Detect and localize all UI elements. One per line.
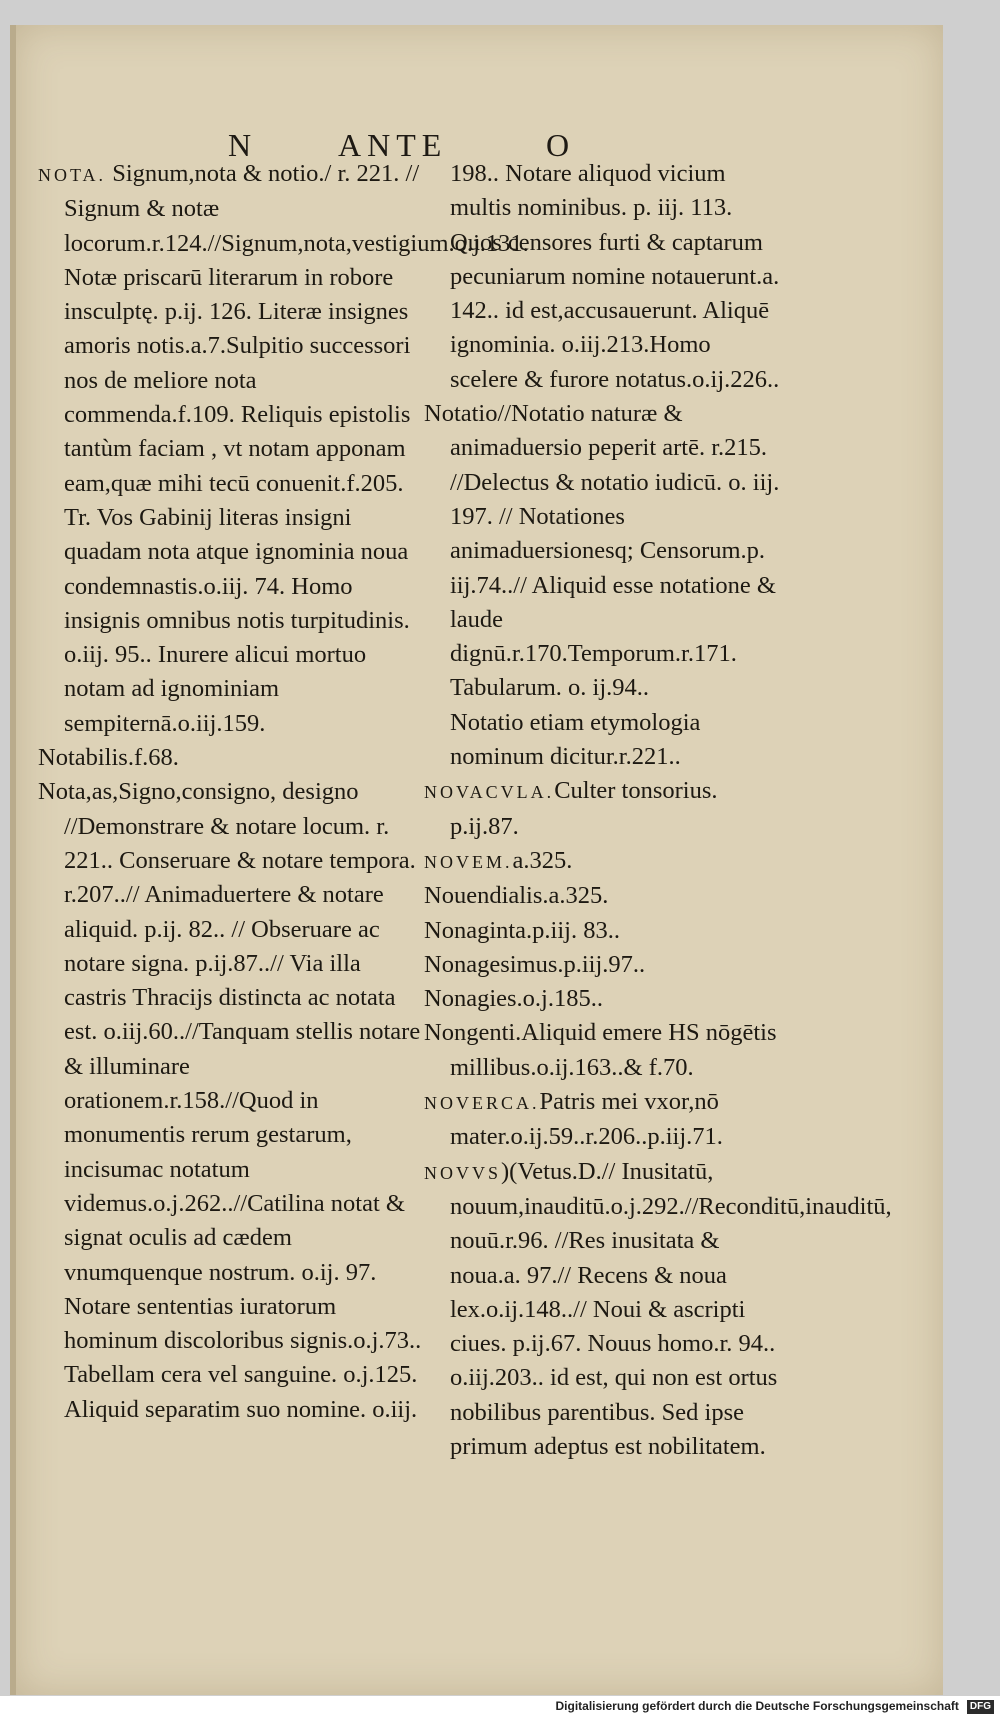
header-left: N	[228, 127, 258, 163]
entry-nongenti	[424, 1016, 784, 1085]
entry-text: Notatio//Notatio naturæ & animaduersio peperit artē. r.215. //Delectus & notatio iudicū. o. iij. 197. // Notationes animaduersionesq; Censorum.p. iij.74..// Aliquid esse notatione & laude dignū.r.170.Temporum.r.171. Tabularum. o. ij.94..	[424, 400, 780, 702]
entry-headword: NOVVS	[424, 1162, 502, 1183]
entry-text: Nongenti.Aliquid emere HS nōgētis millibus.o.ij.163..& f.70.	[424, 1019, 777, 1081]
entry-text: Nota,as,Signo,consigno, designo //Demonstrare & notare locum. r. 221.. Conseruare & notare tempora. r.207..// Animaduertere & notare aliquid. p.ij. 82.. // Obseruare ac notare signa. p.ij.87..// Via illa castris Thracijs distincta ac notata est. o.iij.60..//Tanquam stellis notare & illuminare orationem.r.158.//Quod in monumentis rerum gestarum, incisumac notatum videmus.o.j.262..//Catilina notat & signat oculis ad cædem vnumquenque nostrum. o.ij. 97. Notare sententias iuratorum hominum discoloribus signis.o.j.73.. Tabellam cera vel sanguine. o.j.125. Aliquid separatim suo nomine. o.iij.	[38, 778, 422, 1423]
entry-text: Culter tonsorius. p.ij.87.	[450, 777, 718, 840]
entry-nonaginta	[424, 914, 784, 948]
entry-headword: NOVACVLA.	[424, 782, 555, 803]
entry-headword: NOVEM.	[424, 851, 513, 872]
right-column	[424, 157, 892, 1464]
entry-text: a.325.	[512, 846, 573, 874]
entry-text: Signum,nota & notio./ r. 221. // Signum & notæ locorum.r.124.//Signum,nota,vestigium.o.j.131. Notæ priscarū literarum in robore insculptę. p.ij. 126. Literæ insignes amoris notis.a.7.Sulpitio successori nos de meliore nota commenda.f.109. Reliquis epistolis tantùm faciam , vt notam apponam eam,quæ mihi tecū conuenit.f.205. Tr. Vos Gabinij literas insigni quadam nota atque ignominia noua condemnastis.o.iij. 74. Homo insignis omnibus notis turpitudinis. o.iij. 95.. Inurere alicui mortuo notam ad ignominiam sempiternā.o.iij.159.	[64, 160, 529, 737]
entry-text: Notatio etiam etymologia nominum dicitur.r.221..	[450, 708, 701, 771]
entry-nonagies	[424, 982, 784, 1016]
entry-text: Nonagesimus.p.iij.97..	[424, 950, 646, 978]
footer-text: Digitalisierung gefördert durch die Deutsche Forschungsgemeinschaft	[555, 1699, 959, 1713]
book-page	[10, 25, 943, 1695]
entry-nouacula	[424, 774, 784, 844]
entry-notabilis	[38, 741, 423, 775]
entry-text: 198.. Notare aliquod vicium multis nominibus. p. iij. 113. Quos censores furti & captarum pecuniarum nomine notauerunt.a. 142.. id est,accusauerunt. Aliquē ignominia. o.iij.213.Homo scelere & furore notatus.o.ij.226..	[450, 160, 780, 393]
digitization-footer	[0, 1696, 1000, 1716]
entry-nouem	[424, 844, 784, 879]
entry-nouendialis	[424, 879, 784, 913]
entry-headword: NOTA.	[38, 165, 107, 185]
entry-text: Nonagies.o.j.185..	[424, 985, 603, 1013]
entry-nota	[38, 157, 529, 741]
header-right: O	[546, 127, 576, 163]
header-center: ANTE	[338, 127, 448, 163]
entry-text: Notabilis.f.68.	[38, 744, 179, 772]
entry-notatio-etym	[424, 706, 784, 775]
entry-text: Nouendialis.a.325.	[424, 882, 609, 910]
entry-notatio	[424, 397, 784, 706]
entry-nouus	[424, 1155, 892, 1465]
entry-headword: NOVERCA.	[424, 1093, 540, 1114]
entry-nonagesimus	[424, 948, 784, 982]
entry-nouerca	[424, 1085, 784, 1155]
entry-text: )(Vetus.D.// Inusitatū, nouum,inauditū.o.j.292.//Reconditū,inauditū, nouū.r.96. //Res inusitata & noua.a. 97.// Recens & noua lex.o.ij.148..// Noui & ascripti ciues. p.ij.67. Nouus homo.r. 94.. o.iij.203.. id est, qui non est ortus nobilibus parentibus. Sed ipse primum adeptus est nobilitatem.	[450, 1157, 892, 1460]
entry-continuation	[424, 157, 784, 397]
dfg-logo: DFG	[967, 1700, 994, 1714]
entry-text: Patris mei vxor,nō mater.o.ij.59..r.206..p.iij.71.	[450, 1088, 723, 1151]
entry-nota-verb	[38, 775, 423, 1427]
entry-text: Nonaginta.p.iij. 83..	[424, 916, 620, 944]
